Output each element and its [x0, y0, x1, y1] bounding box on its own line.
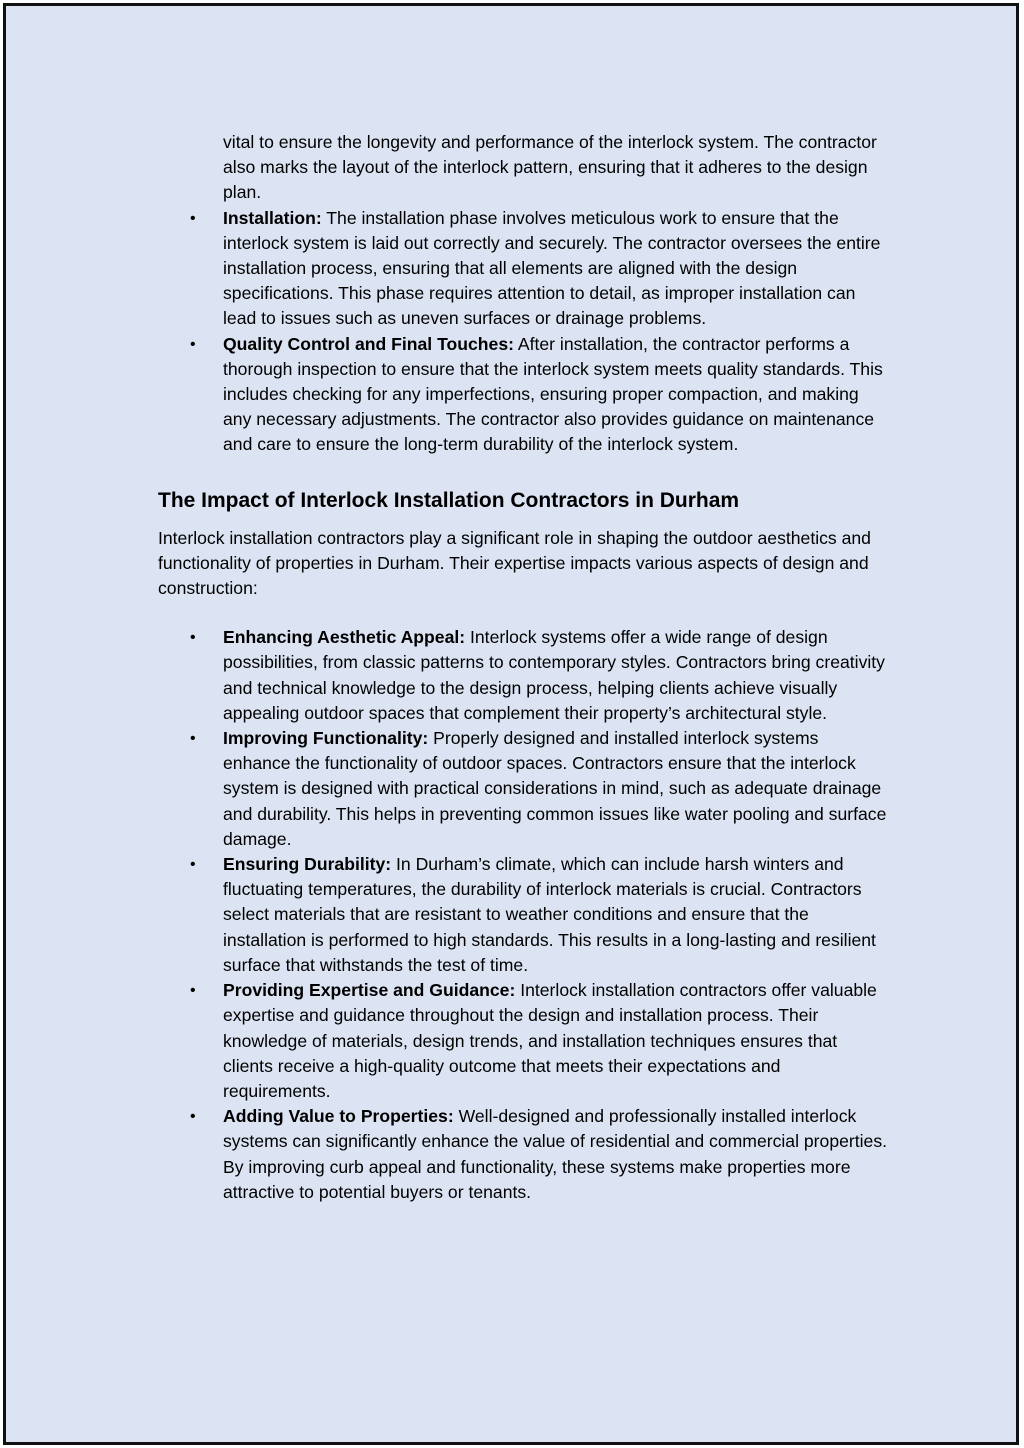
list-item-term: Quality Control and Final Touches:	[223, 333, 514, 354]
section-heading: The Impact of Interlock Installation Contractors in Durham	[158, 488, 740, 512]
continued-list-item	[158, 130, 888, 206]
list-item-installation	[158, 206, 888, 332]
list-item-aesthetic-appeal	[158, 625, 888, 726]
list-item-term: Improving Functionality:	[223, 728, 429, 749]
list-item-expertise	[158, 978, 888, 1104]
list-item-term: Installation:	[223, 207, 322, 228]
document-content	[158, 130, 888, 1205]
list-item-text: Interlock systems offer a wide range of design possibilities, from classic patterns to contemporary styles. Contractors bring creativity and technical knowledge to the design process, helping clients achieve visually appealing outdoor spaces that complement their property’s architectural style.	[223, 627, 885, 723]
impact-list	[158, 625, 888, 1205]
list-item-text: After installation, the contractor performs a thorough inspection to ensure that the interlock system meets quality standards. This includes checking for any imperfections, ensuring proper compaction, and making any necessary adjustments. The contractor also provides guidance on maintenance and care to ensure the long-term durability of the interlock system.	[223, 333, 883, 455]
list-item-term: Providing Expertise and Guidance:	[223, 980, 516, 1001]
list-item-text: Well-designed and professionally installed interlock systems can significantly enhance the value of residential and commercial properties. By improving curb appeal and functionality, these systems make properties more attractive to potential buyers or tenants.	[223, 1106, 888, 1202]
list-item-text: Interlock installation contractors offer valuable expertise and guidance throughout the design and installation process. Their knowledge of materials, design trends, and installation techniques ensures that clients receive a high-quality outcome that meets their expectations and requirements.	[223, 980, 877, 1101]
list-item-text: The installation phase involves meticulous work to ensure that the interlock system is laid out correctly and securely. The contractor oversees the entire installation process, ensuring that all elements are aligned with the design specifications. This phase requires attention to detail, as improper installation can lead to issues such as uneven surfaces or drainage problems.	[223, 207, 881, 329]
list-item-term: Enhancing Aesthetic Appeal:	[223, 627, 466, 648]
section-intro: Interlock installation contractors play a significant role in shaping the outdoor aesthetics and functionality of properties in Durham. Their expertise impacts various aspects of design and construction:	[158, 527, 871, 599]
list-item-durability	[158, 852, 888, 978]
page-frame	[3, 3, 1019, 1445]
list-item-functionality	[158, 726, 888, 852]
continued-item-text: vital to ensure the longevity and performance of the interlock system. The contractor also marks the layout of the interlock pattern, ensuring that it adheres to the design plan.	[223, 132, 877, 203]
list-item-term: Ensuring Durability:	[223, 854, 392, 875]
process-list	[158, 130, 888, 458]
list-item-term: Adding Value to Properties:	[223, 1106, 454, 1127]
list-item-property-value	[158, 1104, 888, 1205]
list-item-text: Properly designed and installed interlock systems enhance the functionality of outdoor spaces. Contractors ensure that the interlock system is designed with practical considerations in mind, such as adequate drainage and durability. This helps in preventing common issues like water pooling and surface damage.	[223, 728, 887, 849]
list-item-text: In Durham’s climate, which can include harsh winters and fluctuating temperatures, the durability of interlock materials is crucial. Contractors select materials that are resistant to weather conditions and ensure that the installation is performed to high standards. This results in a long-lasting and resilient surface that withstands the test of time.	[223, 854, 876, 975]
list-item-quality-control	[158, 332, 888, 458]
